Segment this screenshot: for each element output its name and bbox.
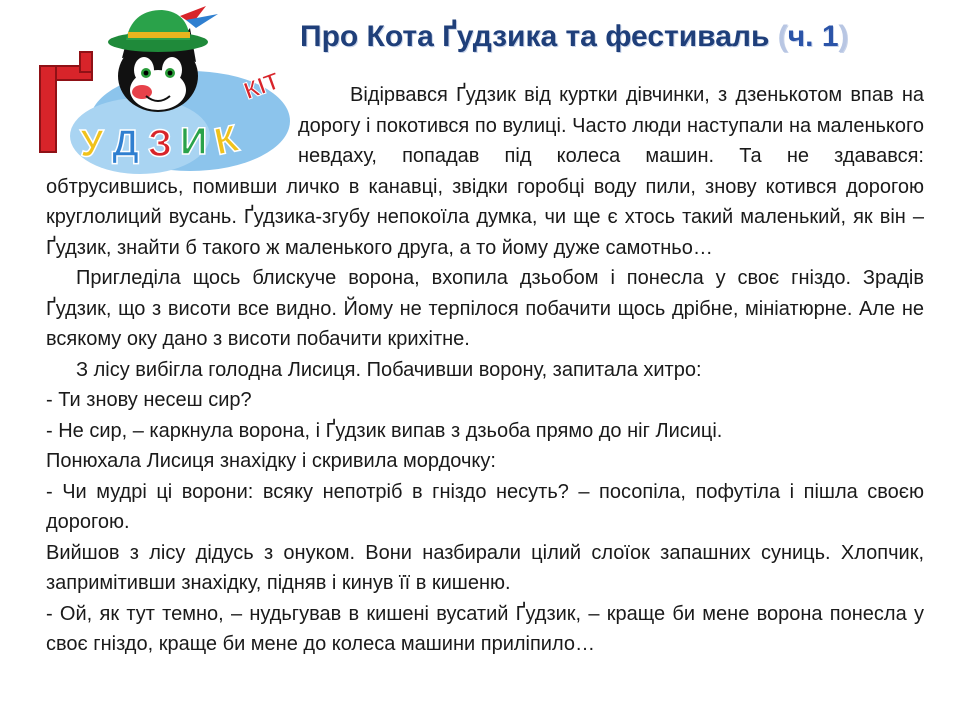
logo-letter-d: Д — [112, 123, 140, 165]
slide-title — [300, 20, 940, 64]
logo-letter-z: З — [148, 123, 172, 165]
paragraph-6: Понюхала Лисиця знахідку і скривила мордочку: — [46, 450, 496, 472]
paragraph-3: З лісу вибігла голодна Лисиця. Побачивши ворону, запитала хитро: — [76, 358, 702, 381]
title-part-label: ч. 1 — [787, 20, 839, 53]
title-part-marker — [778, 20, 849, 53]
title-main: Про Кота Ґудзика та фестиваль — [300, 20, 778, 53]
paragraph-2: Пригледіла щось блискуче ворона, вхопила дзьобом і понесла у своє гніздо. Зрадів Ґудзик, що з висоти все видно. Йому не терпілося побачити щось дрібне, мініатюрне. Але не всякому оку дано з висоти побачити крихітне. — [46, 267, 924, 350]
logo-spacer — [46, 80, 298, 168]
logo-letter-u: У — [80, 123, 104, 165]
story-text — [46, 80, 924, 660]
title-part-open: ( — [777, 20, 788, 53]
paragraph-8: Вийшов з лісу дідусь з онуком. Вони назбирали цілий слоїок запашних суниць. Хлопчик, запримітивши знахідку, підняв і кинув її в кишеню. — [46, 541, 924, 594]
title-part-close: ) — [838, 20, 849, 53]
paragraph-9: - Ой, як тут темно, – нудьгував в кишені вусатий Ґудзик, – краще би мене ворона понесла у своє гніздо, краще би мене до колеса машини приліпило… — [46, 602, 924, 655]
paragraph-5: - Не сир, – каркнула ворона, і Ґудзик випав з дзьоба прямо до ніг Лисиці. — [46, 419, 723, 442]
paragraph-4: - Ти знову несеш сир? — [46, 389, 252, 411]
paragraph-7: - Чи мудрі ці ворони: всяку непотріб в гніздо несуть? – посопіла, пофутіла і пішла своєю дорогою. — [46, 480, 924, 533]
green-hat-icon — [108, 6, 218, 52]
logo-letter-y: И — [180, 121, 208, 163]
logo-letter-k: К — [210, 117, 243, 164]
paragraph-1: Відірвався Ґудзик від куртки дівчинки, з дзенькотом впав на дорогу і покотився по вулиці. Часто люди наступали на маленького невдаху, попадав під колеса машин. Та не здавався: обтрусившись, помивши личко в канавці, звідки горобці воду пили, знову котився дорогою круглолиций вусань. Ґудзика-згубу непокоїла думка, чи ще є хтось такий маленький, як він – Ґудзик, знайти б такого ж маленького друга, а то йому дуже самотньо… — [46, 84, 924, 259]
logo-kit-label: КІТ — [240, 67, 284, 106]
